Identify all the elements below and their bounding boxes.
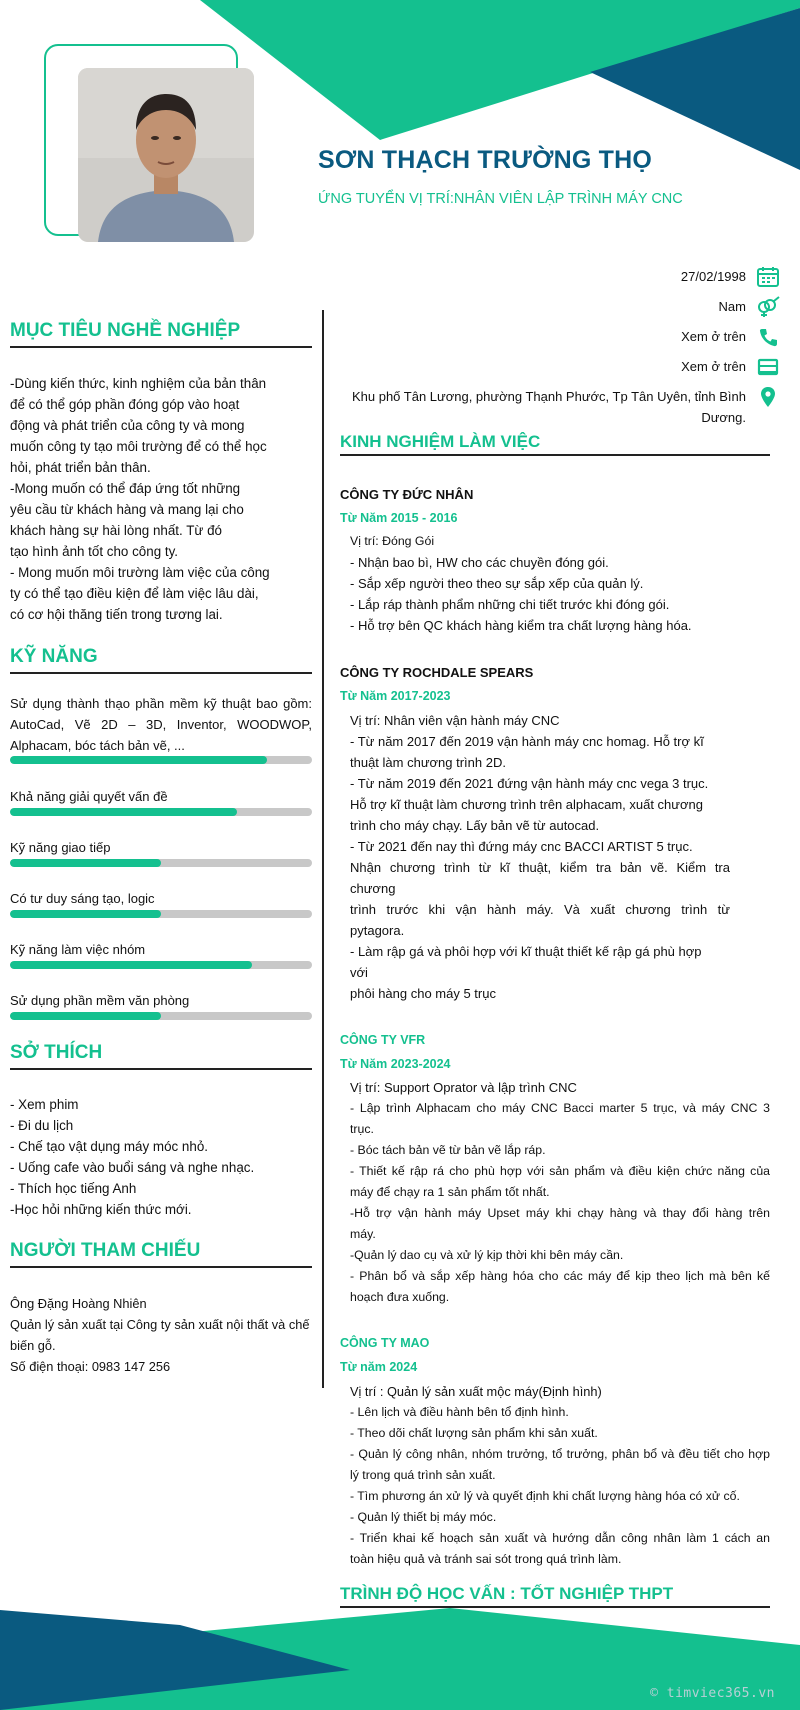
skills-title: KỸ NĂNG: [10, 646, 98, 667]
hobbies-rule: [10, 1068, 312, 1070]
list-item: - Đi du lịch: [10, 1118, 74, 1133]
job-details: Vị trí : Quản lý sản xuất mộc máy(Định hình) - Lên lịch và điều hành bên tổ định hình. - Theo dõi chất lượng sản phẩm khi sản xuất. - Quản lý công nhân, nhóm trưởng, tổ trưởng, phân bổ và đều tiết cho hợp lý trong quá trình sản xuất. - Tìm phương án xử lý và quyết định khi chất lượng hàng hóa có xử cố. - Quản lý thiết bị máy móc. - Triển khai kế hoạch sản xuất và hướng dẫn công nhân làm 1 cách an toàn hiệu quả và tránh sai sót trong quá trình làm.: [350, 1384, 770, 1566]
skill-bar: [10, 961, 312, 969]
candidate-name: SƠN THẠCH TRƯỜNG THỌ: [318, 146, 653, 174]
contact-address: [352, 386, 780, 428]
job-details: Vị trí: Support Oprator và lập trình CNC - Lập trình Alphacam cho máy CNC Bacci marter 5 trục, và máy CNC 3 trục. - Bóc tách bản vẽ từ bản vẽ lắp ráp. - Thiết kế rập rá cho phù hợp với sản phẩm và điều kiện chức năng của máy để chạy ra 1 sản phẩm tốt nhất. -Hỗ trợ vận hành máy Upset máy khi chạy hàng và thay đổi hàng trên máy. -Quản lý dao cụ và xử lý kịp thời khi bên máy cần. - Phân bổ và sắp xếp hàng hóa cho các máy để kịp theo lịch mà bên kế hoạch đưa xuống.: [350, 1080, 770, 1304]
objective-rule: [10, 346, 312, 348]
job-company: CÔNG TY MAO: [340, 1336, 430, 1350]
address-line-1: Khu phố Tân Lương, phường Thạnh Phước, Tp Tân Uyên, tỉnh Bình: [351, 389, 746, 404]
location-icon: [756, 386, 780, 408]
skill-bar-fill: [10, 961, 252, 969]
job-period: Từ Năm 2015 - 2016: [340, 511, 458, 525]
skill-bar: [10, 859, 312, 867]
skill-bar: [10, 808, 312, 816]
gender-icon: [756, 296, 780, 318]
skill-bar-fill: [10, 910, 161, 918]
skill-bar: [10, 756, 312, 764]
job-company: CÔNG TY ROCHDALE SPEARS: [340, 665, 534, 680]
reference-title: NGƯỜI THAM CHIẾU: [10, 1240, 201, 1261]
job-period: Từ Năm 2017-2023: [340, 689, 451, 703]
job-company: CÔNG TY VFR: [340, 1033, 426, 1047]
skill-label: Kỹ năng giao tiếp: [10, 840, 111, 855]
email-icon: [756, 356, 780, 378]
skill-label: Khả năng giải quyết vấn đề: [10, 789, 168, 804]
contact-dob: [681, 266, 780, 288]
contact-gender: [719, 296, 780, 318]
experience-rule: [340, 454, 770, 456]
column-divider: [322, 310, 324, 1388]
list-item: - Uống cafe vào buổi sáng và nghe nhạc.: [10, 1160, 255, 1175]
skill-label: Có tư duy sáng tạo, logic: [10, 891, 155, 906]
list-item: - Chế tạo vật dụng máy móc nhỏ.: [10, 1139, 208, 1154]
education-rule: [340, 1606, 770, 1608]
email-text: Xem ở trên: [681, 359, 746, 374]
profile-photo: [78, 68, 254, 242]
job-period: Từ năm 2024: [340, 1360, 418, 1374]
hobbies-title: SỞ THÍCH: [10, 1042, 103, 1063]
skill-bar: [10, 910, 312, 918]
phone-icon: [756, 326, 780, 348]
skill-bar-fill: [10, 808, 237, 816]
education-title: TRÌNH ĐỘ HỌC VẤN : TỐT NGHIỆP THPT: [340, 1584, 674, 1603]
skill-bar: [10, 1012, 312, 1020]
phone-text: Xem ở trên: [681, 329, 746, 344]
job-details: Vị trí: Nhân viên vận hành máy CNC - Từ năm 2017 đến 2019 vận hành máy cnc homag. Hỗ trợ kĩ thuật làm chương trình 2D. - Từ năm 2019 đến 2021 đứng vận hành máy cnc vega 3 trục. Hỗ trợ kĩ thuật làm chương trình trên alphacam, xuất chương trình cho máy chạy. Lấy bản vẽ từ autocad. - Từ 2021 đến nay thì đứng máy cnc BACCI ARTIST 5 trục. Nhận chương trình từ kĩ thuật, kiểm tra bản vẽ. Kiểm tra chương trình trước khi vận hành máy. Và xuất chương trình từ pytagora. - Làm rập gá và phôi hợp với kĩ thuật thiết kế rập gá phù hợp với phôi hàng cho máy 5 trục: [350, 713, 730, 1001]
list-item: -Học hỏi những kiến thức mới.: [10, 1202, 192, 1217]
skills-rule: [10, 672, 312, 674]
list-item: - Thích học tiếng Anh: [10, 1181, 137, 1196]
skill-bar-fill: [10, 756, 267, 764]
skill-label: Kỹ năng làm việc nhóm: [10, 942, 146, 957]
objective-text: -Dùng kiến thức, kinh nghiệm của bản thân để có thể góp phần đóng góp vào hoạt động và phát triển của công ty và mong muốn công ty tạo môi trường để có thể học hỏi, phát triển bản thân. -Mong muốn có thể đáp ứng tốt những yêu cầu từ khách hàng và mang lại cho khách hàng sự hài lòng nhất. Từ đó tạo hình ảnh tốt cho công ty. - Mong muốn môi trường làm việc của công ty có thể tạo điều kiện để làm việc lâu dài, có cơ hội thăng tiến trong tương lai.: [10, 376, 270, 622]
skill-label: Sử dụng thành thạo phần mềm kỹ thuật bao gồm: AutoCad, Vẽ 2D – 3D, Inventor, WOODWOP, Alphacam, bóc tách bản vẽ, ...: [10, 696, 312, 753]
reference-text: Ông Đặng Hoàng Nhiên Quản lý sản xuất tại Công ty sản xuất nội thất và chế biến gỗ. Số điện thoại: 0983 147 256: [10, 1296, 310, 1374]
address-line-2: Dương.: [701, 410, 746, 425]
dob-text: 27/02/1998: [680, 269, 746, 284]
watermark: © timviec365.vn: [650, 1686, 775, 1701]
reference-rule: [10, 1266, 312, 1268]
objective-title: MỤC TIÊU NGHỀ NGHIỆP: [10, 320, 241, 341]
experience-title: KINH NGHIỆM LÀM VIỆC: [340, 432, 541, 451]
contact-phone: [681, 326, 780, 348]
job-company: CÔNG TY ĐỨC NHÂN: [340, 487, 474, 502]
applied-position: ỨNG TUYỂN VỊ TRÍ:NHÂN VIÊN LẬP TRÌNH MÁY CNC: [318, 191, 683, 207]
list-item: - Xem phim: [10, 1097, 79, 1112]
skill-label: Sử dụng phần mềm văn phòng: [10, 993, 190, 1008]
skill-bar-fill: [10, 1012, 161, 1020]
objective-heading: [10, 320, 312, 342]
gender-text: Nam: [718, 299, 746, 314]
job-period: Từ Năm 2023-2024: [340, 1057, 451, 1071]
job-details: Vị trí: Đóng Gói - Nhận bao bì, HW cho các chuyền đóng gói. - Sắp xếp người theo theo sự sắp xếp của quản lý. - Lắp ráp thành phẩm những chi tiết trước khi đóng gói. - Hỗ trợ bên QC khách hàng kiểm tra chất lượng hàng hóa.: [350, 534, 692, 633]
calendar-icon: [756, 266, 780, 288]
address-text: [352, 386, 746, 428]
hobbies-list: [10, 1094, 312, 1220]
skill-bar-fill: [10, 859, 161, 867]
contact-email: [681, 356, 780, 378]
contact-info: [310, 0, 780, 430]
